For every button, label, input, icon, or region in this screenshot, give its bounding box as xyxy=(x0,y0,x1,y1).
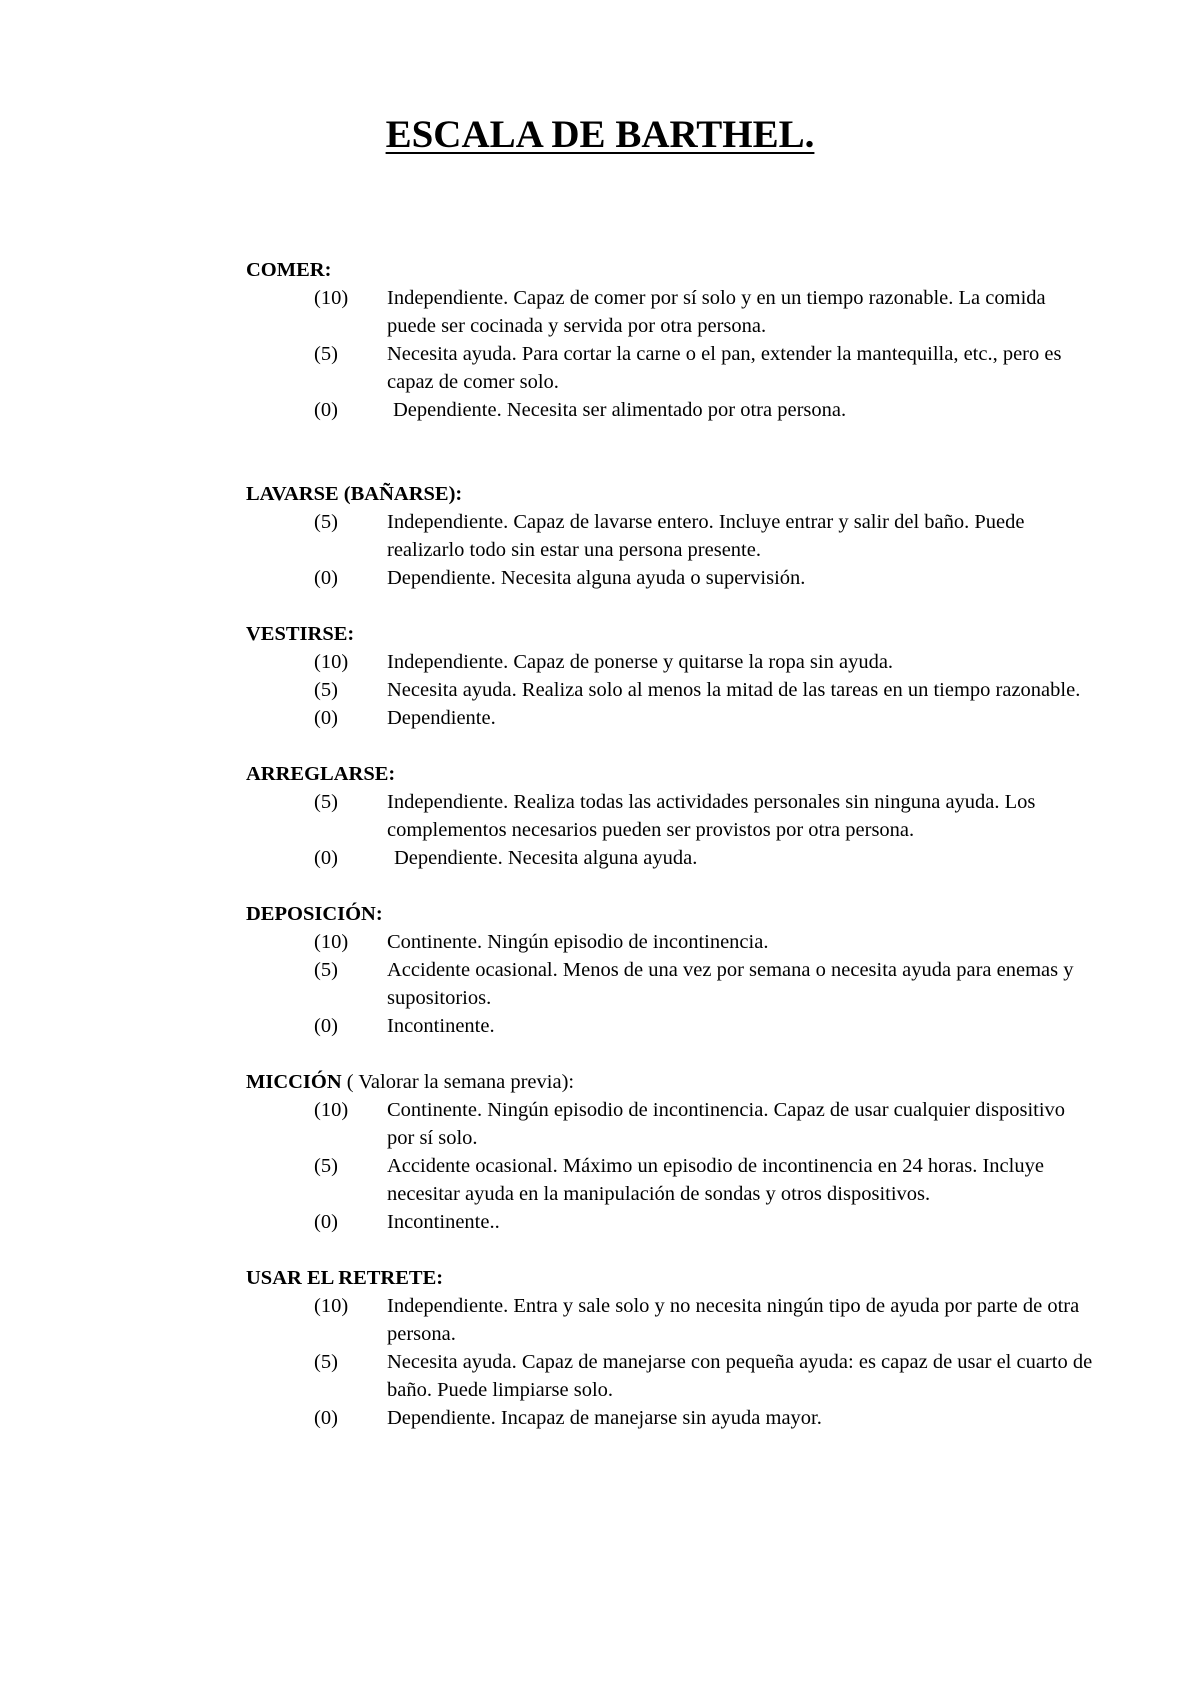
item-score: (10) xyxy=(314,931,349,953)
item-text: Independiente. Realiza todas las actividades personales sin ninguna ayuda. Los complementos necesarios pueden ser provistos por otra persona. xyxy=(387,791,1036,841)
list-item xyxy=(246,284,1096,340)
section-comer xyxy=(246,256,1096,424)
list-item xyxy=(246,1096,1096,1152)
item-text: Dependiente. Necesita ser alimentado por otra persona. xyxy=(393,399,847,421)
section-heading: COMER: xyxy=(246,259,332,281)
document-title: ESCALA DE BARTHEL. xyxy=(385,113,815,156)
section-heading: LAVARSE (BAÑARSE): xyxy=(246,483,463,505)
item-score: (5) xyxy=(314,1155,338,1177)
list-item xyxy=(246,704,1096,732)
item-text: Continente. Ningún episodio de incontinencia. Capaz de usar cualquier dispositivo por sí solo. xyxy=(387,1099,1066,1149)
item-score: (0) xyxy=(314,567,338,589)
list-item xyxy=(246,788,1096,844)
item-text: Accidente ocasional. Menos de una vez por semana o necesita ayuda para enemas y supositorios. xyxy=(387,959,1074,1009)
spacer xyxy=(246,1236,1096,1264)
item-text: Independiente. Entra y sale solo y no necesita ningún tipo de ayuda por parte de otra persona. xyxy=(387,1295,1080,1345)
item-text: Dependiente. xyxy=(387,707,496,729)
item-score: (10) xyxy=(314,1099,349,1121)
item-text: Incontinente.. xyxy=(387,1211,500,1233)
section-heading xyxy=(246,1068,1096,1096)
section-heading: DEPOSICIÓN: xyxy=(246,903,383,925)
list-item xyxy=(246,564,1096,592)
item-score: (5) xyxy=(314,791,338,813)
item-text: Independiente. Capaz de comer por sí solo y en un tiempo razonable. La comida puede ser cocinada y servida por otra persona. xyxy=(387,287,1046,337)
section-vestirse xyxy=(246,620,1096,732)
list-item xyxy=(246,1152,1096,1208)
item-text: Necesita ayuda. Capaz de manejarse con pequeña ayuda: es capaz de usar el cuarto de baño. Puede limpiarse solo. xyxy=(387,1351,1093,1401)
section-heading-note: ( Valorar la semana previa): xyxy=(341,1071,575,1093)
section-heading: ARREGLARSE: xyxy=(246,763,396,785)
item-score: (5) xyxy=(314,1351,338,1373)
item-text: Accidente ocasional. Máximo un episodio de incontinencia en 24 horas. Incluye necesitar ayuda en la manipulación de sondas y otros dispositivos. xyxy=(387,1155,1044,1205)
list-item xyxy=(246,1012,1096,1040)
list-item xyxy=(246,648,1096,676)
spacer xyxy=(246,732,1096,760)
item-score: (0) xyxy=(314,707,338,729)
list-item xyxy=(246,956,1096,1012)
item-score: (5) xyxy=(314,343,338,365)
spacer xyxy=(246,424,1096,480)
list-item xyxy=(246,1348,1096,1404)
item-text: Incontinente. xyxy=(387,1015,495,1037)
list-item xyxy=(246,396,1096,424)
spacer xyxy=(246,1040,1096,1068)
list-item xyxy=(246,1292,1096,1348)
spacer xyxy=(246,592,1096,620)
list-item xyxy=(246,844,1096,872)
section-miccion xyxy=(246,1068,1096,1236)
section-arreglarse xyxy=(246,760,1096,872)
item-score: (0) xyxy=(314,1407,338,1429)
item-text: Necesita ayuda. Para cortar la carne o el pan, extender la mantequilla, etc., pero es capaz de comer solo. xyxy=(387,343,1062,393)
section-deposicion xyxy=(246,900,1096,1040)
item-text: Dependiente. Necesita alguna ayuda o supervisión. xyxy=(387,567,806,589)
section-heading: USAR EL RETRETE: xyxy=(246,1267,444,1289)
section-lavarse xyxy=(246,480,1096,592)
item-text: Independiente. Capaz de ponerse y quitarse la ropa sin ayuda. xyxy=(387,651,894,673)
section-retrete xyxy=(246,1264,1096,1432)
item-score: (5) xyxy=(314,679,338,701)
item-score: (0) xyxy=(314,399,338,421)
item-score: (10) xyxy=(314,651,349,673)
list-item xyxy=(246,1208,1096,1236)
item-score: (0) xyxy=(314,1211,338,1233)
item-text: Dependiente. Necesita alguna ayuda. xyxy=(394,847,698,869)
item-score: (10) xyxy=(314,1295,349,1317)
item-score: (0) xyxy=(314,847,338,869)
list-item xyxy=(246,1404,1096,1432)
spacer xyxy=(246,872,1096,900)
document-body xyxy=(246,256,1096,1432)
item-text: Continente. Ningún episodio de incontinencia. xyxy=(387,931,769,953)
item-text: Independiente. Capaz de lavarse entero. Incluye entrar y salir del baño. Puede realizarlo todo sin estar una persona presente. xyxy=(387,511,1025,561)
list-item xyxy=(246,928,1096,956)
section-heading: VESTIRSE: xyxy=(246,623,355,645)
list-item xyxy=(246,340,1096,396)
item-text: Necesita ayuda. Realiza solo al menos la mitad de las tareas en un tiempo razonable. xyxy=(387,679,1081,701)
item-score: (5) xyxy=(314,959,338,981)
item-score: (5) xyxy=(314,511,338,533)
item-score: (10) xyxy=(314,287,349,309)
section-heading-label: MICCIÓN xyxy=(246,1071,342,1093)
list-item xyxy=(246,676,1096,704)
item-text: Dependiente. Incapaz de manejarse sin ayuda mayor. xyxy=(387,1407,822,1429)
item-score: (0) xyxy=(314,1015,338,1037)
list-item xyxy=(246,508,1096,564)
